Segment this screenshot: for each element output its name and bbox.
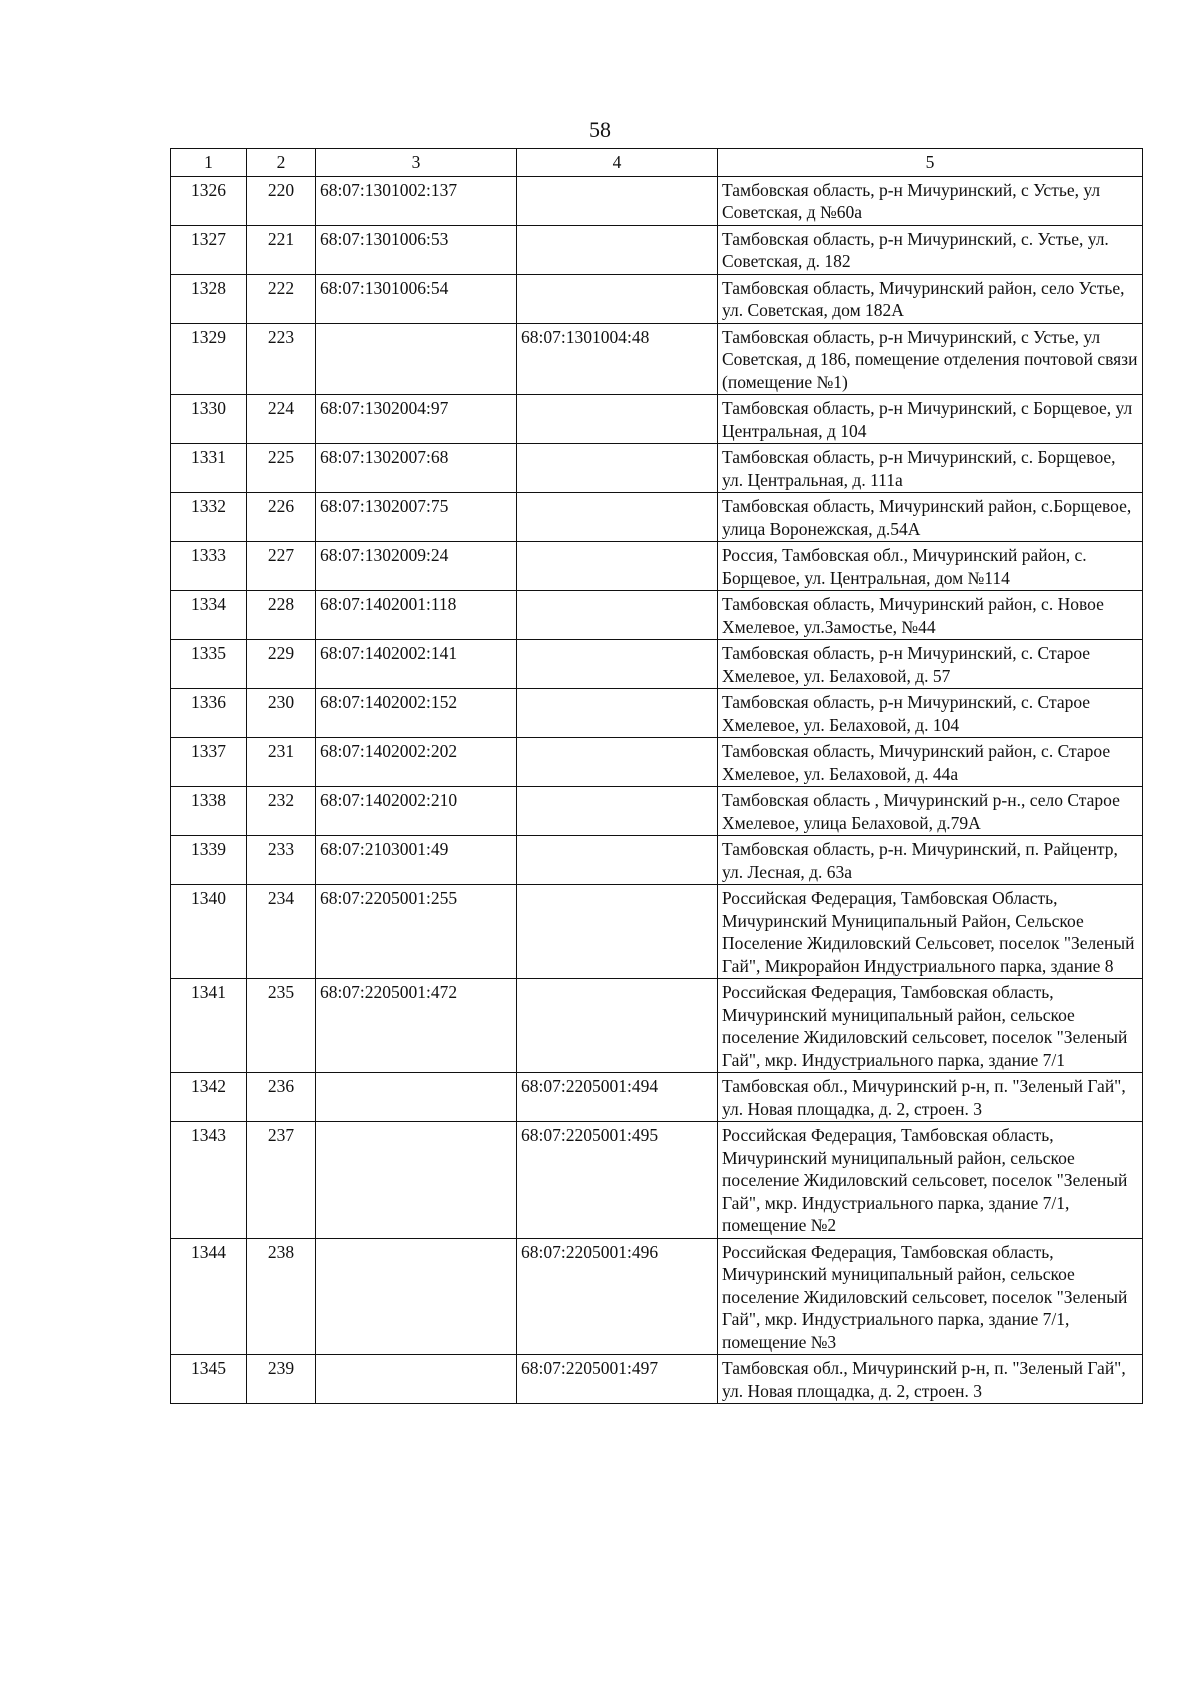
table-row <box>171 493 1143 542</box>
row-index-cell: 220 <box>247 176 316 225</box>
table-row <box>171 979 1143 1073</box>
cadastral-room-number-cell <box>517 274 718 323</box>
cadastral-land-number-cell: 68:07:1301006:53 <box>316 225 517 274</box>
row-index-cell: 227 <box>247 542 316 591</box>
table-row <box>171 323 1143 395</box>
row-number-cell: 1341 <box>171 979 247 1073</box>
table-row <box>171 885 1143 979</box>
row-number-cell: 1339 <box>171 836 247 885</box>
address-cell: Российская Федерация, Тамбовская область, Мичуринский муниципальный район, сельское поселение Жидиловский сельсовет, поселок "Зеленый Гай", мкр. Индустриального парка, здание 7/1 <box>718 979 1143 1073</box>
page-number: 58 <box>589 117 611 142</box>
row-number-cell: 1330 <box>171 395 247 444</box>
table-row <box>171 1122 1143 1239</box>
cadastral-land-number-cell: 68:07:1302009:24 <box>316 542 517 591</box>
cadastral-land-number-cell: 68:07:1402001:118 <box>316 591 517 640</box>
cadastral-land-number-cell: 68:07:2103001:49 <box>316 836 517 885</box>
row-number-cell: 1334 <box>171 591 247 640</box>
row-number-cell: 1340 <box>171 885 247 979</box>
address-cell: Тамбовская обл., Мичуринский р-н, п. "Зеленый Гай", ул. Новая площадка, д. 2, строен. 3 <box>718 1355 1143 1404</box>
row-number-cell: 1342 <box>171 1073 247 1122</box>
row-number-cell: 1331 <box>171 444 247 493</box>
cadastral-room-number-cell <box>517 542 718 591</box>
table-row <box>171 444 1143 493</box>
row-number-cell: 1327 <box>171 225 247 274</box>
cadastral-room-number-cell <box>517 176 718 225</box>
cadastral-room-number-cell <box>517 444 718 493</box>
column-header-1: 1 <box>171 149 247 177</box>
table-row <box>171 1355 1143 1404</box>
cadastral-land-number-cell: 68:07:1302007:68 <box>316 444 517 493</box>
table-row <box>171 591 1143 640</box>
cadastral-land-number-cell <box>316 1355 517 1404</box>
address-cell: Российская Федерация, Тамбовская область, Мичуринский муниципальный район, сельское поселение Жидиловский сельсовет, поселок "Зеленый Гай", мкр. Индустриального парка, здание 7/1, помещение №3 <box>718 1238 1143 1355</box>
row-index-cell: 221 <box>247 225 316 274</box>
address-cell: Тамбовская область, р-н Мичуринский, с. Борщевое, ул. Центральная, д. 111а <box>718 444 1143 493</box>
cadastral-room-number-cell <box>517 493 718 542</box>
cadastral-room-number-cell <box>517 689 718 738</box>
cadastral-land-number-cell: 68:07:1402002:202 <box>316 738 517 787</box>
address-cell: Тамбовская область, р-н. Мичуринский, п. Райцентр, ул. Лесная, д. 63а <box>718 836 1143 885</box>
row-number-cell: 1338 <box>171 787 247 836</box>
table-row <box>171 395 1143 444</box>
address-cell: Тамбовская область, р-н Мичуринский, с Устье, ул Советская, д №60а <box>718 176 1143 225</box>
cadastral-room-number-cell <box>517 885 718 979</box>
table-row <box>171 542 1143 591</box>
row-index-cell: 233 <box>247 836 316 885</box>
cadastral-land-number-cell: 68:07:2205001:472 <box>316 979 517 1073</box>
row-number-cell: 1343 <box>171 1122 247 1239</box>
row-index-cell: 237 <box>247 1122 316 1239</box>
row-number-cell: 1337 <box>171 738 247 787</box>
row-index-cell: 232 <box>247 787 316 836</box>
row-index-cell: 224 <box>247 395 316 444</box>
row-index-cell: 228 <box>247 591 316 640</box>
cadastral-land-number-cell <box>316 1238 517 1355</box>
cadastral-land-number-cell: 68:07:1402002:141 <box>316 640 517 689</box>
cadastral-land-number-cell <box>316 323 517 395</box>
address-cell: Тамбовская область, Мичуринский район, село Устье, ул. Советская, дом 182А <box>718 274 1143 323</box>
cadastral-room-number-cell <box>517 225 718 274</box>
address-cell: Тамбовская область, Мичуринский район, с.Борщевое, улица Воронежская, д.54А <box>718 493 1143 542</box>
table-row <box>171 274 1143 323</box>
table-row <box>171 1238 1143 1355</box>
cadastral-land-number-cell <box>316 1122 517 1239</box>
table-row <box>171 836 1143 885</box>
table-row <box>171 787 1143 836</box>
cadastral-room-number-cell: 68:07:2205001:497 <box>517 1355 718 1404</box>
row-number-cell: 1326 <box>171 176 247 225</box>
address-cell: Тамбовская обл., Мичуринский р-н, п. "Зеленый Гай", ул. Новая площадка, д. 2, строен. 3 <box>718 1073 1143 1122</box>
cadastral-room-number-cell <box>517 738 718 787</box>
row-index-cell: 234 <box>247 885 316 979</box>
row-index-cell: 229 <box>247 640 316 689</box>
cadastral-land-number-cell: 68:07:1302004:97 <box>316 395 517 444</box>
table-row <box>171 689 1143 738</box>
address-cell: Россия, Тамбовская обл., Мичуринский район, с. Борщевое, ул. Центральная, дом №114 <box>718 542 1143 591</box>
row-index-cell: 230 <box>247 689 316 738</box>
row-number-cell: 1328 <box>171 274 247 323</box>
table-row <box>171 640 1143 689</box>
table-row <box>171 738 1143 787</box>
row-number-cell: 1344 <box>171 1238 247 1355</box>
row-index-cell: 239 <box>247 1355 316 1404</box>
address-cell: Тамбовская область , Мичуринский р-н., село Старое Хмелевое, улица Белаховой, д.79А <box>718 787 1143 836</box>
cadastral-room-number-cell: 68:07:2205001:494 <box>517 1073 718 1122</box>
cadastral-room-number-cell: 68:07:1301004:48 <box>517 323 718 395</box>
row-number-cell: 1335 <box>171 640 247 689</box>
row-number-cell: 1345 <box>171 1355 247 1404</box>
row-index-cell: 235 <box>247 979 316 1073</box>
row-index-cell: 236 <box>247 1073 316 1122</box>
row-index-cell: 225 <box>247 444 316 493</box>
cadastral-land-number-cell: 68:07:1402002:210 <box>316 787 517 836</box>
cadastral-land-number-cell <box>316 1073 517 1122</box>
row-number-cell: 1333 <box>171 542 247 591</box>
address-cell: Российская Федерация, Тамбовская область, Мичуринский муниципальный район, сельское поселение Жидиловский сельсовет, поселок "Зеленый Гай", мкр. Индустриального парка, здание 7/1, помещение №2 <box>718 1122 1143 1239</box>
row-number-cell: 1329 <box>171 323 247 395</box>
cadastral-land-number-cell: 68:07:1301006:54 <box>316 274 517 323</box>
address-cell: Тамбовская область, р-н Мичуринский, с. Старое Хмелевое, ул. Белаховой, д. 104 <box>718 689 1143 738</box>
cadastral-room-number-cell <box>517 395 718 444</box>
row-index-cell: 223 <box>247 323 316 395</box>
column-header-3: 3 <box>316 149 517 177</box>
cadastral-room-number-cell <box>517 979 718 1073</box>
cadastral-room-number-cell: 68:07:2205001:495 <box>517 1122 718 1239</box>
address-cell: Тамбовская область, р-н Мичуринский, с. Старое Хмелевое, ул. Белаховой, д. 57 <box>718 640 1143 689</box>
address-cell: Российская Федерация, Тамбовская Область, Мичуринский Муниципальный Район, Сельское Поселение Жидиловский Сельсовет, поселок "Зеленый Гай", Микрорайон Индустриального парка, здание 8 <box>718 885 1143 979</box>
cadastral-land-number-cell: 68:07:1301002:137 <box>316 176 517 225</box>
table-row <box>171 1073 1143 1122</box>
table-row <box>171 225 1143 274</box>
row-index-cell: 222 <box>247 274 316 323</box>
row-index-cell: 226 <box>247 493 316 542</box>
column-header-5: 5 <box>718 149 1143 177</box>
column-header-2: 2 <box>247 149 316 177</box>
cadastral-land-number-cell: 68:07:1302007:75 <box>316 493 517 542</box>
address-cell: Тамбовская область, Мичуринский район, с. Старое Хмелевое, ул. Белаховой, д. 44а <box>718 738 1143 787</box>
row-index-cell: 238 <box>247 1238 316 1355</box>
cadastral-room-number-cell <box>517 591 718 640</box>
address-cell: Тамбовская область, р-н Мичуринский, с Устье, ул Советская, д 186, помещение отделения почтовой связи (помещение №1) <box>718 323 1143 395</box>
cadastral-room-number-cell <box>517 787 718 836</box>
address-cell: Тамбовская область, р-н Мичуринский, с Борщевое, ул Центральная, д 104 <box>718 395 1143 444</box>
address-cell: Тамбовская область, Мичуринский район, с. Новое Хмелевое, ул.Замостье, №44 <box>718 591 1143 640</box>
cadastral-land-number-cell: 68:07:2205001:255 <box>316 885 517 979</box>
document-table <box>170 148 1143 1404</box>
cadastral-room-number-cell <box>517 640 718 689</box>
cadastral-room-number-cell <box>517 836 718 885</box>
cadastral-land-number-cell: 68:07:1402002:152 <box>316 689 517 738</box>
row-number-cell: 1336 <box>171 689 247 738</box>
column-header-4: 4 <box>517 149 718 177</box>
address-cell: Тамбовская область, р-н Мичуринский, с. Устье, ул. Советская, д. 182 <box>718 225 1143 274</box>
row-index-cell: 231 <box>247 738 316 787</box>
cadastral-room-number-cell: 68:07:2205001:496 <box>517 1238 718 1355</box>
table-row <box>171 176 1143 225</box>
row-number-cell: 1332 <box>171 493 247 542</box>
table-header-row <box>171 149 1143 177</box>
table-body <box>171 176 1143 1404</box>
